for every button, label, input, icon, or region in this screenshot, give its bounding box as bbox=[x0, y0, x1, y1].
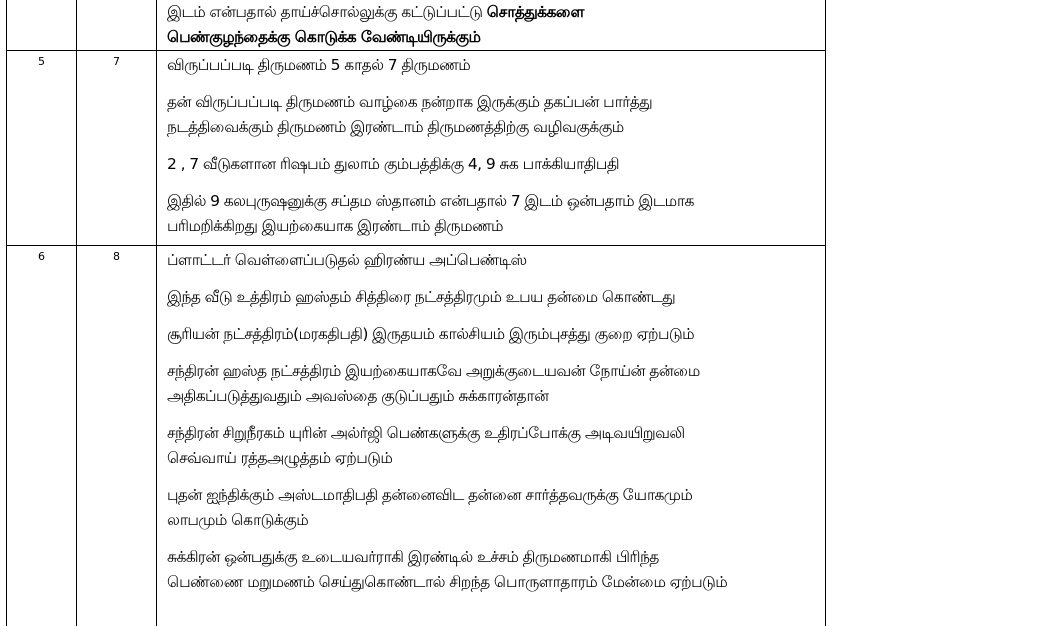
text-line: லாபமும் கொடுக்கும் bbox=[167, 511, 309, 529]
text-line: செவ்வாய் ரத்தஅழுத்தம் ஏற்படும் bbox=[167, 449, 393, 467]
text-line: ப்ளாட்டர் வெள்ளைப்படுதல் ஹிரண்ய அப்பெண்டிஸ் bbox=[167, 251, 527, 269]
description-cell bbox=[157, 51, 826, 246]
text-line: பெண்ணை மறுமணம் செய்துகொண்டால் சிறந்த பொருளாதாரம் மேன்மை ஏற்படும் bbox=[167, 573, 728, 591]
horoscope-table bbox=[6, 0, 826, 626]
text-line: அதிகப்படுத்துவதும் அவஸ்தை குடுப்பதும் சுக்காரன்தான் bbox=[167, 387, 549, 405]
text-line: புதன் ஐந்திக்கும் அஸ்டமாதிபதி தன்னைவிட தன்னை சார்த்தவருக்கு யோகமும் bbox=[167, 486, 693, 504]
house-number-cell bbox=[77, 0, 157, 51]
text-line: இடம் என்பதால் தாய்ச்சொல்லுக்கு கட்டுப்பட்டு சொத்துக்களை bbox=[167, 3, 584, 21]
text-line: தன் விருப்பப்படி திருமணம் வாழ்கை நன்றாக இருக்கும் தகப்பன் பார்த்து bbox=[167, 93, 653, 111]
text-line: பரிமறிக்கிறது இயற்கையாக இரண்டாம் திருமணம் bbox=[167, 217, 503, 235]
text-line: இதில் 9 கலபுருஷனுக்கு சப்தம ஸ்தானம் என்பதால் 7 இடம் ஒன்பதாம் இடமாக bbox=[167, 192, 694, 210]
text-line: பெண்குழந்தைக்கு கொடுக்க வேண்டியிருக்கும் bbox=[167, 28, 481, 46]
table-row bbox=[7, 51, 826, 246]
row-number-cell: 5 bbox=[7, 51, 77, 246]
text-line: சந்திரன் ஹஸ்த நட்சத்திரம் இயற்கையாகவே அறுக்குடையவன் நோய்ன் தன்மை bbox=[167, 362, 700, 380]
description-cell bbox=[157, 246, 826, 626]
text-line: நடத்திவைக்கும் திருமணம் இரண்டாம் திருமணத்திற்கு வழிவகுக்கும் bbox=[167, 118, 624, 136]
house-number-cell: 8 bbox=[77, 246, 157, 626]
text-line: சுக்கிரன் ஒன்பதுக்கு உடையவர்ராகி இரண்டில் உச்சம் திருமணமாகி பிரிந்த bbox=[167, 548, 659, 566]
house-number-cell: 7 bbox=[77, 51, 157, 246]
text-line: சூரியன் நட்சத்திரம்(மரகதிபதி) இருதயம் கால்சியம் இரும்புசத்து குறை ஏற்படும் bbox=[167, 325, 695, 343]
table-row bbox=[7, 0, 826, 51]
description-cell bbox=[157, 0, 826, 51]
table-row bbox=[7, 246, 826, 626]
text-line: 2 , 7 வீடுகளான ரிஷபம் துலாம் கும்பத்திக்கு 4, 9 சுக பாக்கியாதிபதி bbox=[167, 155, 619, 173]
text-line: இந்த வீடு உத்திரம் ஹஸ்தம் சித்திரை நட்சத்திரமும் உபய தன்மை கொண்டது bbox=[167, 288, 676, 306]
text-line: விருப்பப்படி திருமணம் 5 காதல் 7 திருமணம் bbox=[167, 56, 471, 74]
text-line: சந்திரன் சிறுநீரகம் யுரின் அல்ர்ஜி பெண்களுக்கு உதிரப்போக்கு அடிவயிறுவலி bbox=[167, 424, 685, 442]
row-number-cell: 6 bbox=[7, 246, 77, 626]
row-number-cell bbox=[7, 0, 77, 51]
